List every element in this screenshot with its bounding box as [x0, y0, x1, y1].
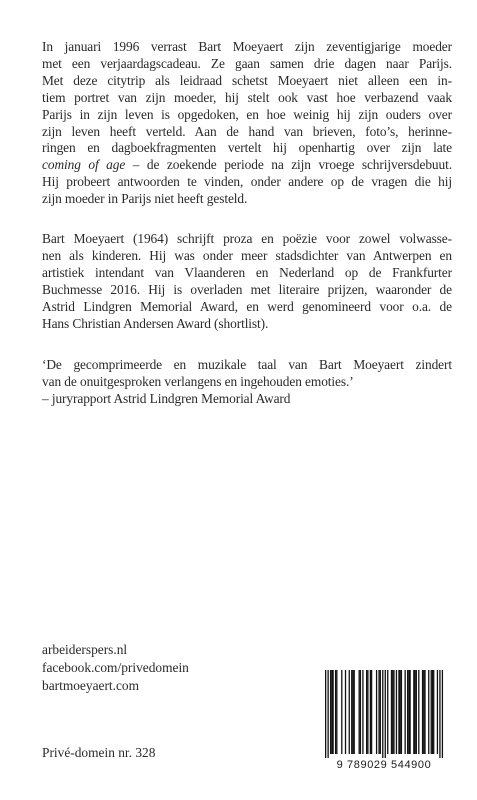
web-links: [42, 641, 189, 695]
blurb-line-with-italic: [42, 157, 452, 174]
barcode-bar: [407, 670, 408, 754]
barcode-bar: [351, 670, 352, 754]
facebook-link: facebook.com/privedomein: [42, 660, 189, 675]
blurb-line: zijn leven heeft verteld. Aan de hand van brieven, foto’s, herinne-: [42, 123, 452, 139]
bio-line: Hans Christian Andersen Award (shortlist).: [42, 315, 269, 331]
barcode-bar: [362, 670, 363, 754]
barcode-bar: [376, 670, 377, 754]
barcode-bar: [431, 670, 432, 754]
barcode-bar: [404, 670, 405, 754]
barcode-bar: [416, 670, 417, 754]
barcode-bar: [391, 670, 392, 754]
barcode-bar: [332, 670, 333, 754]
barcode-bar: [439, 670, 440, 758]
barcode-bar: [396, 670, 397, 754]
blurb-line: zijn moeder in Parijs niet heeft gesteld.: [42, 191, 248, 207]
barcode-bar: [352, 670, 353, 754]
barcode-bar: [327, 670, 328, 758]
barcode-bar: [432, 670, 433, 754]
barcode-bar: [360, 670, 361, 754]
blurb-line: tiem portret van zijn moeder, hij stelt ook vast hoe verbazend vaak: [42, 89, 452, 105]
barcode-bar: [393, 670, 394, 754]
barcode-bar: [345, 670, 346, 754]
barcode-bar: [424, 670, 425, 754]
barcode-bar: [349, 670, 350, 754]
barcode-bar: [442, 670, 443, 758]
series-number: Privé-domein nr. 328: [42, 745, 156, 760]
barcode-bar: [341, 670, 342, 754]
quote-line: van de onuitgesproken verlangens en ingehouden emoties.’: [42, 373, 354, 389]
publisher-link: arbeiderspers.nl: [42, 642, 128, 657]
barcode-bar: [398, 670, 399, 754]
barcode-digits: 9 789029 544900: [336, 759, 432, 771]
barcode-bar: [335, 670, 336, 754]
blurb-line: met een verjaardagscadeau. Ze gaan samen drie dagen naar Parijs.: [42, 55, 452, 71]
blurb-line-rest: – de zoekende periode na zijn vroege schrijversdebuut.: [132, 157, 452, 173]
bio-line: artistiek intendant van Vlaanderen en Nederland op de Frankfurter: [42, 264, 452, 280]
book-blurb: [42, 39, 452, 208]
bio-line: Bart Moeyaert (1964) schrijft proza en poëzie voor zowel volwasse-: [42, 231, 452, 246]
blurb-line: Parijs in zijn leven is opgedoken, en hoe weinig hij zijn ouders over: [42, 106, 452, 122]
barcode-bar: [378, 670, 379, 754]
barcode-bar: [331, 670, 332, 754]
blurb-line: ringen en dagboekfragmenten vertelt hij openhartig over zijn late: [42, 140, 452, 156]
bio-line: Astrid Lindgren Memorial Award, en werd genomineerd voor o.a. de: [42, 298, 452, 314]
barcode-bar: [392, 670, 393, 754]
barcode-bar: [336, 670, 337, 754]
author-site-link: bartmoeyaert.com: [42, 678, 140, 693]
barcode-bar: [325, 670, 326, 758]
quote-attribution: – juryrapport Astrid Lindgren Memorial Award: [42, 390, 291, 406]
barcode-bar: [433, 670, 434, 754]
barcode-bar: [371, 670, 372, 754]
jury-quote: [42, 357, 452, 408]
barcode-bar: [400, 670, 401, 754]
barcode-bar: [413, 670, 414, 754]
author-bio: [42, 231, 452, 332]
barcode-bar: [367, 670, 368, 754]
barcode-bar: [401, 670, 402, 754]
barcode-bar: [370, 670, 371, 754]
isbn-barcode: [313, 670, 455, 773]
barcode-bar: [366, 670, 367, 754]
barcode-bar: [408, 670, 409, 754]
barcode-bar: [380, 670, 381, 754]
barcode-bars: [313, 670, 455, 758]
quote-line: ‘De gecomprimeerde en muzikale taal van Bart Moeyaert zindert: [42, 357, 452, 372]
barcode-bar: [414, 670, 415, 754]
bio-line: nen als kinderen. Hij was onder meer stadsdichter van Antwerpen en: [42, 247, 452, 263]
barcode-bar: [422, 670, 423, 754]
barcode-bar: [330, 670, 331, 754]
blurb-line: Met deze citytrip als leidraad schetst Moeyaert niet alleen een in-: [42, 72, 452, 88]
barcode-bar: [409, 670, 410, 754]
barcode-bar: [423, 670, 424, 754]
barcode-bar: [385, 670, 386, 758]
barcode-bar: [359, 670, 360, 754]
barcode-bar: [354, 670, 355, 754]
barcode-bar: [437, 670, 438, 754]
barcode-bar: [418, 670, 419, 754]
barcode-bar: [387, 670, 388, 754]
blurb-line: Hij probeert antwoorden te vinden, onder andere op de vragen die hij: [42, 174, 452, 190]
bio-line: Buchmesse 2016. Hij is overladen met literaire prijzen, waaronder de: [42, 281, 452, 297]
barcode-bar: [382, 670, 383, 758]
barcode-bar: [428, 670, 429, 754]
blurb-italic-phrase: coming of age: [42, 157, 126, 173]
blurb-line: In januari 1996 verrast Bart Moeyaert zijn zeventigjarige moeder: [42, 39, 452, 54]
